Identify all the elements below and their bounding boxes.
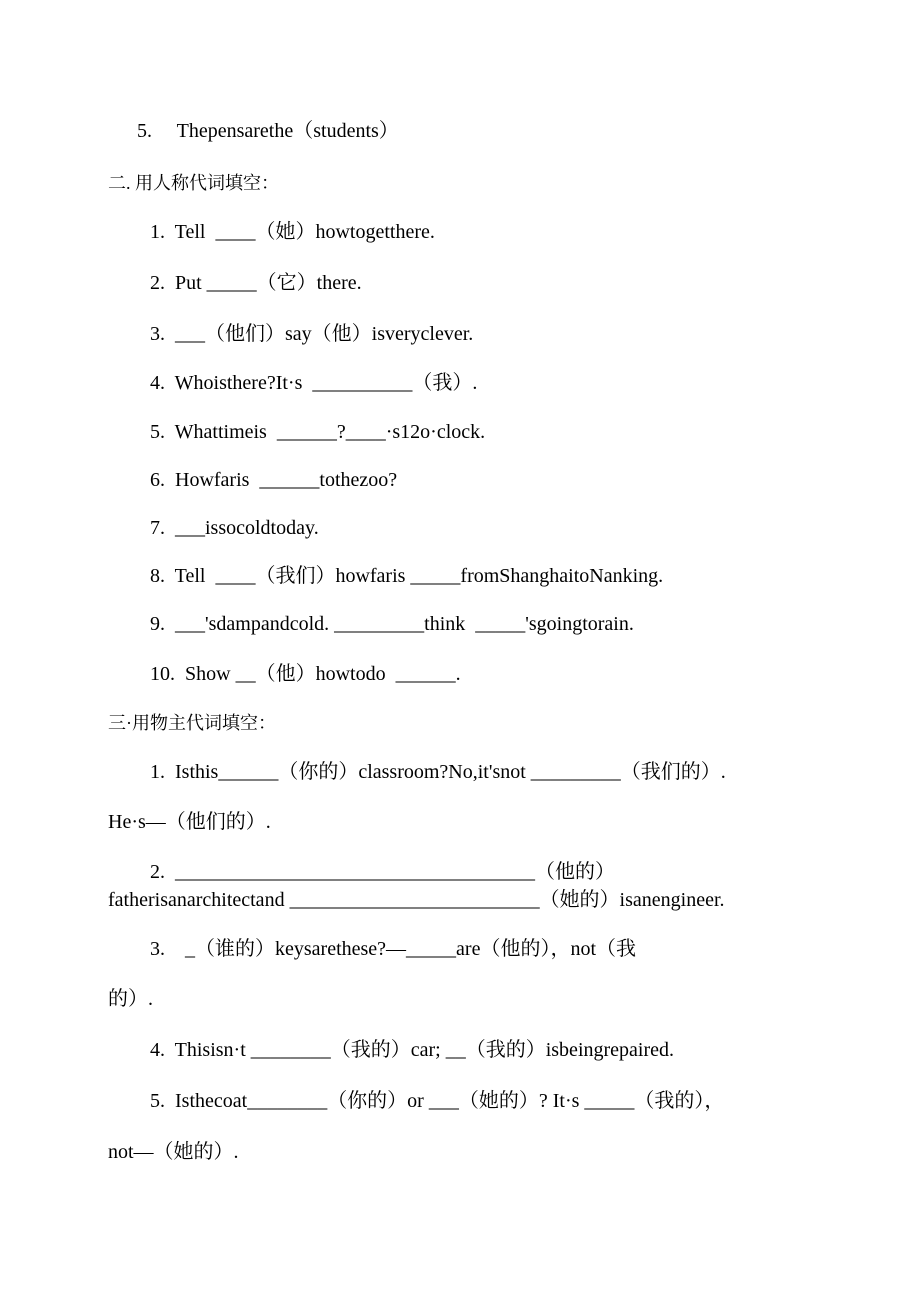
section3-item-5-cont: not—（她的）. (108, 1141, 239, 1163)
section2-item-3: 3. ___（他们）say（他）isveryclever. (150, 323, 474, 345)
section3-item-1-cont: He·s—（他们的）. (108, 811, 271, 833)
section2-item-5: 5. Whattimeis ______?____·s12o·clock. (150, 421, 486, 443)
section3-item-4: 4. Thisisn·t ________（我的）car; __（我的）isbeingrepaired. (150, 1039, 675, 1061)
section-3-heading: 三·用物主代词填空： (108, 713, 276, 733)
section2-item-10: 10. Show __（他）howtodo ______. (150, 663, 461, 685)
section3-item-5: 5. Isthecoat________（你的）or ___（她的）? It·s _____（我的）， (150, 1090, 725, 1112)
section2-item-6: 6. Howfaris ______tothezoo? (150, 469, 398, 491)
section2-item-9: 9. ___'sdampandcold. _________think _____'sgoingtorain. (150, 613, 634, 635)
section2-item-8: 8. Tell ____（我们）howfaris _____fromShanghaitoNanking. (150, 565, 664, 587)
section2-item-4: 4. Whoisthere?It·s __________（我）. (150, 372, 478, 394)
section3-item-3-cont: 的）. (108, 988, 153, 1010)
section2-item-2: 2. Put _____（它）there. (150, 272, 362, 294)
section-2-heading: 二. 用人称代词填空： (108, 173, 279, 193)
section2-item-7: 7. ___issocoldtoday. (150, 517, 319, 539)
section3-item-3: 3. _（谁的）keysarethese?—_____are（他的），not（我 (150, 938, 637, 960)
section3-item-1: 1. Isthis______（你的）classroom?No,it'snot _________（我们的）. (150, 761, 726, 783)
section3-item-2-cont: fatherisanarchitectand _________________________（她的）isanengineer. (108, 889, 725, 911)
section2-item-1: 1. Tell ____（她）howtogetthere. (150, 221, 435, 243)
section3-item-2: 2. ____________________________________（他的） (150, 861, 615, 883)
section1-item-5: 5. Thepensarethe（students） (137, 120, 399, 142)
